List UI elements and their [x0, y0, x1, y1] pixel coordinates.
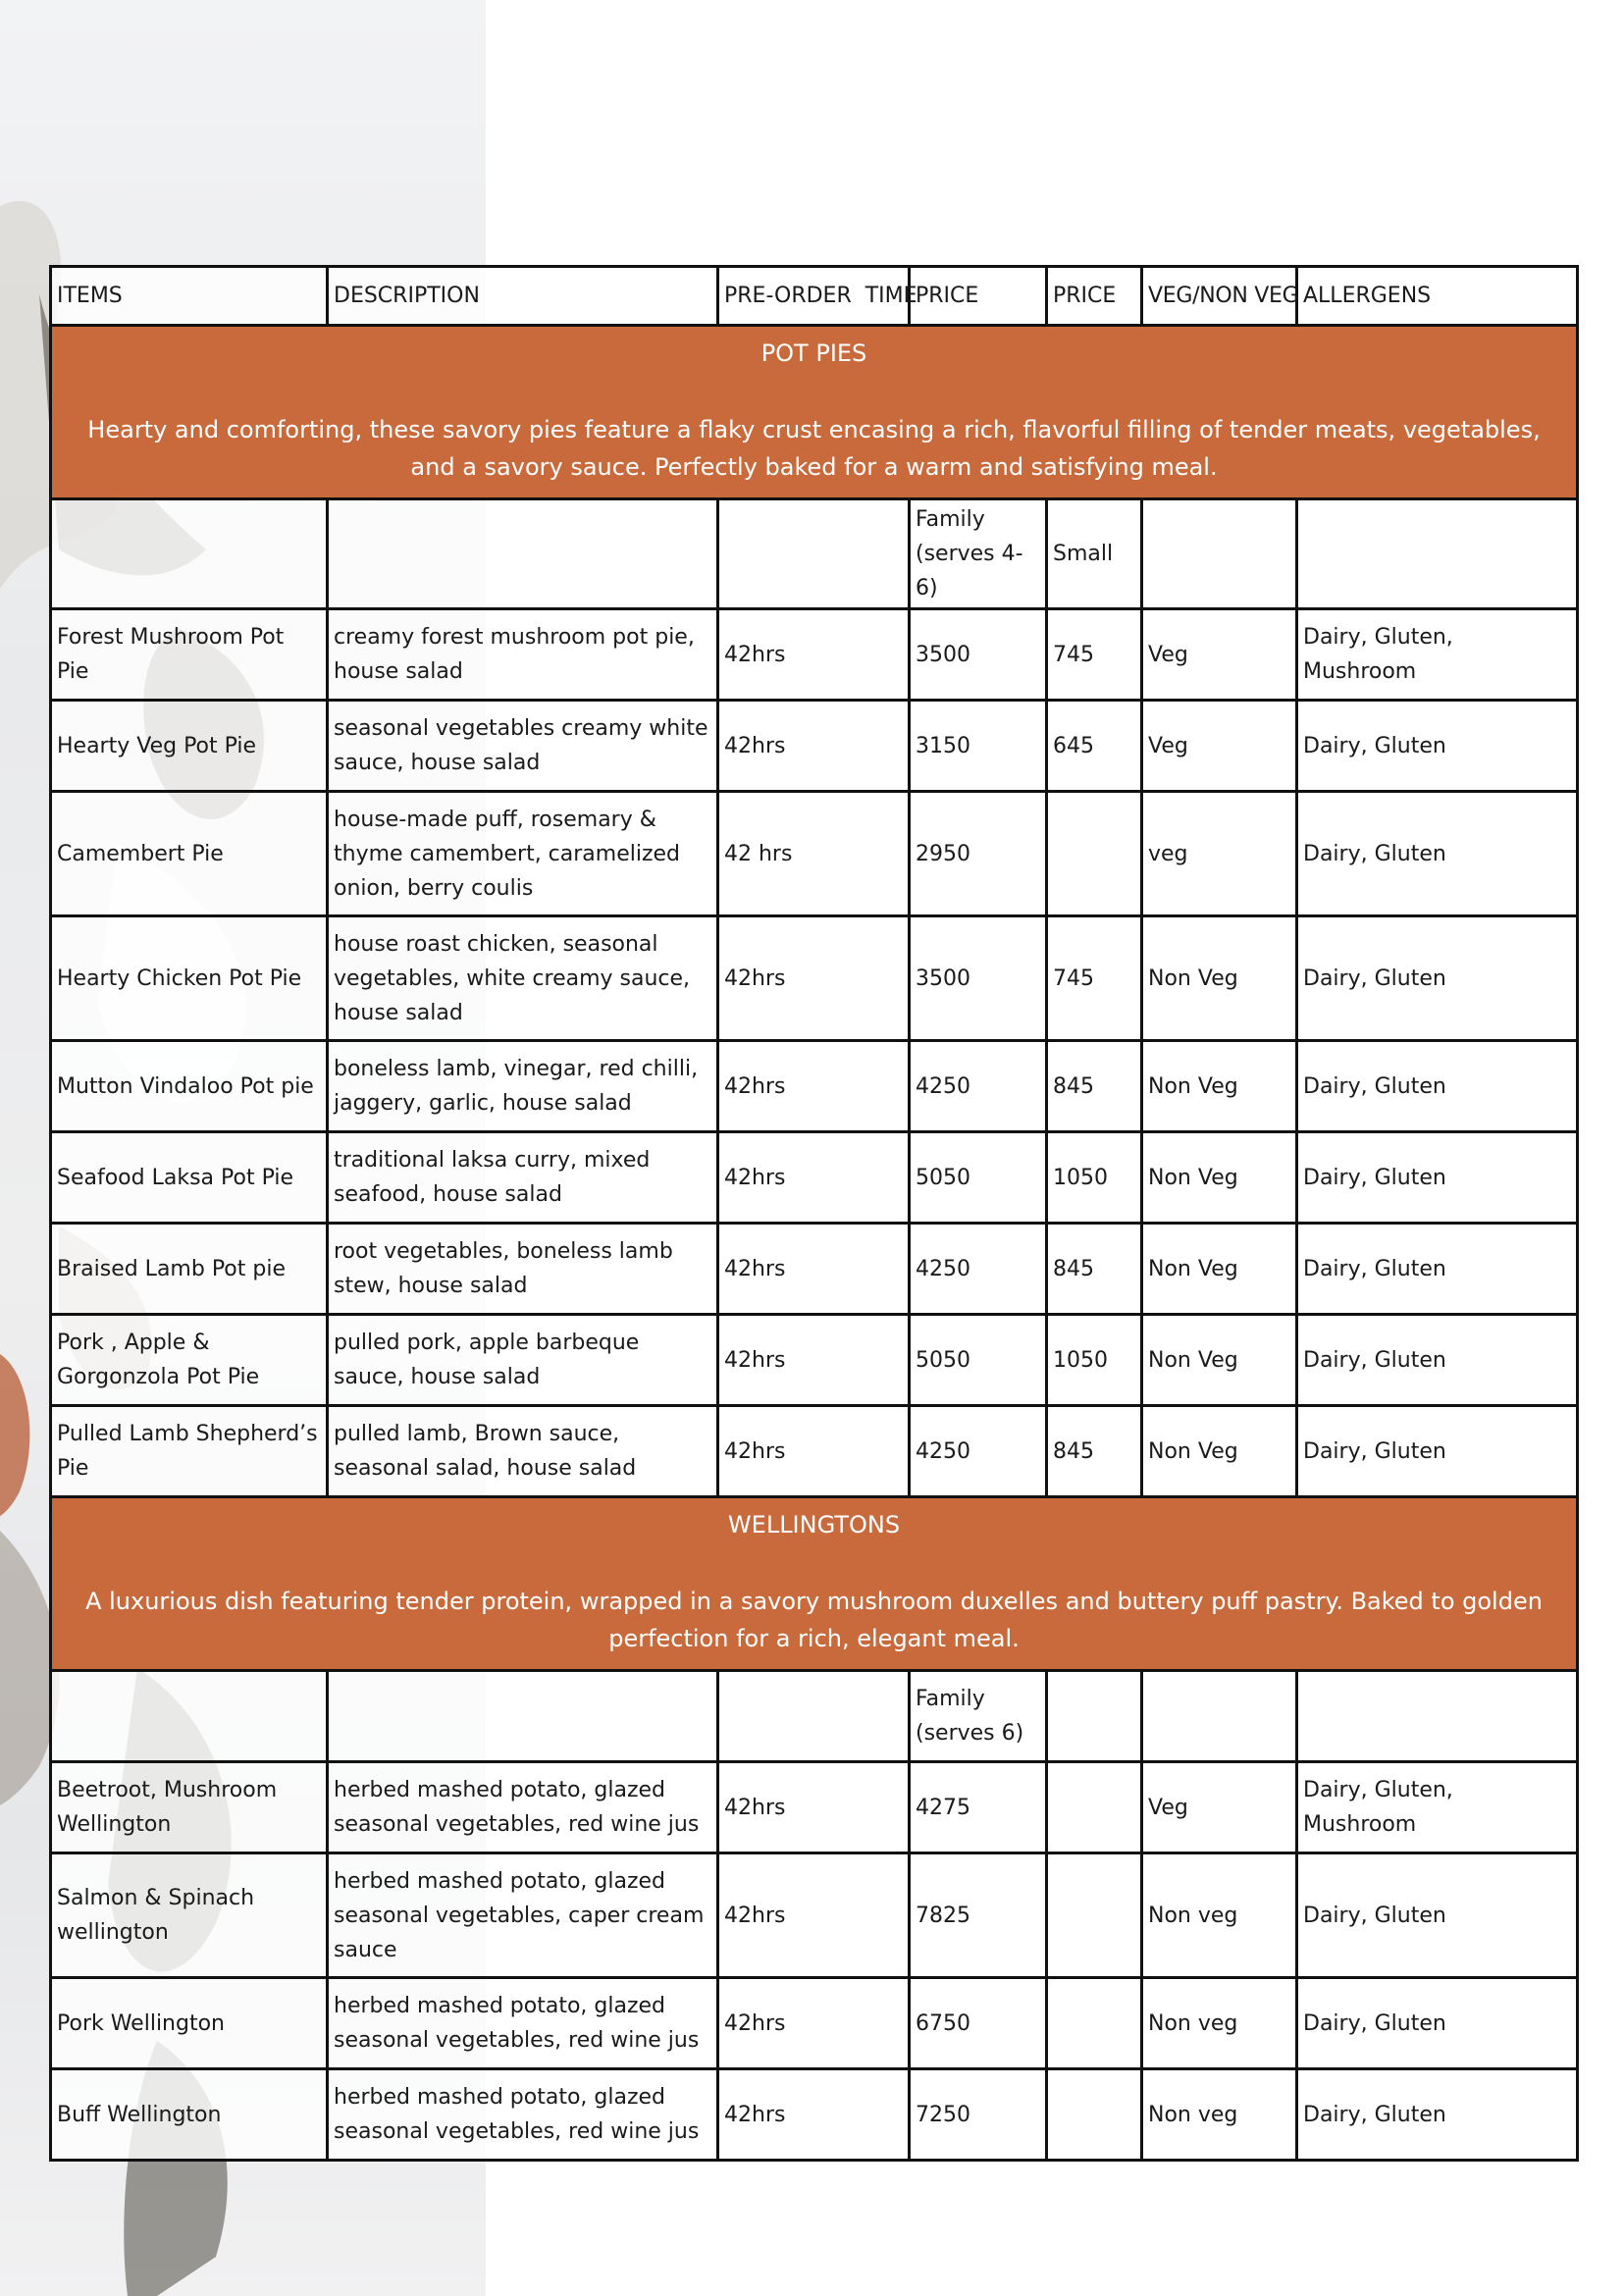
- item-price-small: 845: [1047, 1406, 1142, 1497]
- header-row: [51, 267, 1578, 326]
- item-preorder-time: 42 hrs: [718, 792, 910, 916]
- item-veg-status: Non Veg: [1142, 1132, 1297, 1224]
- item-allergens: Dairy, Gluten: [1297, 1132, 1578, 1224]
- item-veg-status: Non Veg: [1142, 1315, 1297, 1406]
- item-price-small: [1047, 1853, 1142, 1978]
- item-name: Forest Mushroom Pot Pie: [51, 609, 328, 701]
- item-price-family: 4250: [910, 1406, 1047, 1497]
- item-price-family: 4275: [910, 1762, 1047, 1853]
- menu-item-row: [51, 1762, 1578, 1853]
- item-name: Pork Wellington: [51, 1978, 328, 2069]
- item-name: Camembert Pie: [51, 792, 328, 916]
- item-description: herbed mashed potato, glazed seasonal vegetables, red wine jus: [328, 1762, 718, 1853]
- wellingtons-section-banner: [51, 1497, 1578, 1671]
- col-allergens-header: ALLERGENS: [1297, 267, 1578, 326]
- size-small-label: [1047, 1671, 1142, 1762]
- item-veg-status: Non Veg: [1142, 1406, 1297, 1497]
- menu-item-row: [51, 609, 1578, 701]
- col-items-header: ITEMS: [51, 267, 328, 326]
- item-preorder-time: 42hrs: [718, 1224, 910, 1315]
- menu-item-row: [51, 1406, 1578, 1497]
- menu-item-row: [51, 1853, 1578, 1978]
- pot-pies-section-banner: [51, 326, 1578, 499]
- item-allergens: Dairy, Gluten: [1297, 916, 1578, 1041]
- item-name: Beetroot, Mushroom Wellington: [51, 1762, 328, 1853]
- item-allergens: Dairy, Gluten: [1297, 1978, 1578, 2069]
- item-veg-status: Non veg: [1142, 2069, 1297, 2161]
- item-name: Buff Wellington: [51, 2069, 328, 2161]
- empty-cell: [1297, 1671, 1578, 1762]
- section-banner-cell: [51, 1497, 1578, 1671]
- item-veg-status: Non Veg: [1142, 1041, 1297, 1132]
- item-price-family: 3500: [910, 916, 1047, 1041]
- size-small-label: Small: [1047, 499, 1142, 609]
- item-price-small: 845: [1047, 1224, 1142, 1315]
- menu-item-row: [51, 1224, 1578, 1315]
- item-allergens: Dairy, Gluten: [1297, 1041, 1578, 1132]
- item-price-family: 4250: [910, 1041, 1047, 1132]
- empty-cell: [718, 1671, 910, 1762]
- col-price-small-header: PRICE: [1047, 267, 1142, 326]
- empty-cell: [1297, 499, 1578, 609]
- size-family-label: Family (serves 6): [910, 1671, 1047, 1762]
- item-allergens: Dairy, Gluten: [1297, 1406, 1578, 1497]
- size-subheader-row: [51, 499, 1578, 609]
- item-price-small: 745: [1047, 916, 1142, 1041]
- item-allergens: Dairy, Gluten: [1297, 1315, 1578, 1406]
- item-price-small: 645: [1047, 701, 1142, 792]
- item-description: creamy forest mushroom pot pie, house salad: [328, 609, 718, 701]
- item-allergens: Dairy, Gluten: [1297, 1224, 1578, 1315]
- item-description: seasonal vegetables creamy white sauce, house salad: [328, 701, 718, 792]
- menu-item-row: [51, 916, 1578, 1041]
- item-veg-status: Non Veg: [1142, 916, 1297, 1041]
- menu-item-row: [51, 792, 1578, 916]
- item-description: house-made puff, rosemary & thyme camembert, caramelized onion, berry coulis: [328, 792, 718, 916]
- item-description: house roast chicken, seasonal vegetables, white creamy sauce, house salad: [328, 916, 718, 1041]
- item-preorder-time: 42hrs: [718, 1406, 910, 1497]
- section-title: WELLINGTONS: [727, 1511, 901, 1539]
- item-veg-status: Veg: [1142, 609, 1297, 701]
- empty-cell: [1142, 1671, 1297, 1762]
- size-family-label: Family (serves 4-6): [910, 499, 1047, 609]
- item-price-family: 3500: [910, 609, 1047, 701]
- item-preorder-time: 42hrs: [718, 1041, 910, 1132]
- item-allergens: Dairy, Gluten: [1297, 2069, 1578, 2161]
- item-preorder-time: 42hrs: [718, 916, 910, 1041]
- section-description: A luxurious dish featuring tender protein, wrapped in a savory mushroom duxelles and buttery puff pastry. Baked to golden perfection for a rich, elegant meal.: [85, 1588, 1543, 1652]
- item-price-family: 5050: [910, 1315, 1047, 1406]
- item-veg-status: Non Veg: [1142, 1224, 1297, 1315]
- item-price-family: 6750: [910, 1978, 1047, 2069]
- empty-cell: [1142, 499, 1297, 609]
- item-price-small: [1047, 1762, 1142, 1853]
- item-preorder-time: 42hrs: [718, 1132, 910, 1224]
- empty-cell: [51, 1671, 328, 1762]
- section-description: Hearty and comforting, these savory pies feature a flaky crust encasing a rich, flavorful filling of tender meats, vegetables, and a savory sauce. Perfectly baked for a warm and satisfying meal.: [87, 416, 1541, 481]
- item-description: herbed mashed potato, glazed seasonal vegetables, red wine jus: [328, 2069, 718, 2161]
- empty-cell: [51, 499, 328, 609]
- item-preorder-time: 42hrs: [718, 1762, 910, 1853]
- item-price-family: 5050: [910, 1132, 1047, 1224]
- empty-cell: [328, 499, 718, 609]
- item-allergens: Dairy, Gluten, Mushroom: [1297, 1762, 1578, 1853]
- col-veg-header: VEG/NON VEG: [1142, 267, 1297, 326]
- item-name: Mutton Vindaloo Pot pie: [51, 1041, 328, 1132]
- item-price-family: 3150: [910, 701, 1047, 792]
- item-name: Salmon & Spinach wellington: [51, 1853, 328, 1978]
- item-veg-status: Non veg: [1142, 1853, 1297, 1978]
- item-veg-status: veg: [1142, 792, 1297, 916]
- item-name: Pork , Apple & Gorgonzola Pot Pie: [51, 1315, 328, 1406]
- item-allergens: Dairy, Gluten, Mushroom: [1297, 609, 1578, 701]
- menu-item-row: [51, 701, 1578, 792]
- item-preorder-time: 42hrs: [718, 1978, 910, 2069]
- item-price-family: 7250: [910, 2069, 1047, 2161]
- col-price-family-header: PRICE: [910, 267, 1047, 326]
- menu-item-row: [51, 2069, 1578, 2161]
- item-description: herbed mashed potato, glazed seasonal vegetables, caper cream sauce: [328, 1853, 718, 1978]
- item-name: Hearty Veg Pot Pie: [51, 701, 328, 792]
- item-description: pulled pork, apple barbeque sauce, house salad: [328, 1315, 718, 1406]
- item-allergens: Dairy, Gluten: [1297, 1853, 1578, 1978]
- item-price-small: [1047, 1978, 1142, 2069]
- item-price-small: 1050: [1047, 1132, 1142, 1224]
- col-description-header: DESCRIPTION: [328, 267, 718, 326]
- item-preorder-time: 42hrs: [718, 609, 910, 701]
- item-name: Braised Lamb Pot pie: [51, 1224, 328, 1315]
- item-price-family: 4250: [910, 1224, 1047, 1315]
- menu-item-row: [51, 1132, 1578, 1224]
- item-veg-status: Non veg: [1142, 1978, 1297, 2069]
- item-price-small: 845: [1047, 1041, 1142, 1132]
- item-description: root vegetables, boneless lamb stew, house salad: [328, 1224, 718, 1315]
- item-name: Pulled Lamb Shepherd’s Pie: [51, 1406, 328, 1497]
- item-description: boneless lamb, vinegar, red chilli, jaggery, garlic, house salad: [328, 1041, 718, 1132]
- size-subheader-row: [51, 1671, 1578, 1762]
- item-price-small: [1047, 792, 1142, 916]
- empty-cell: [718, 499, 910, 609]
- item-name: Hearty Chicken Pot Pie: [51, 916, 328, 1041]
- section-banner-cell: [51, 326, 1578, 499]
- item-price-small: [1047, 2069, 1142, 2161]
- item-veg-status: Veg: [1142, 1762, 1297, 1853]
- item-preorder-time: 42hrs: [718, 1853, 910, 1978]
- menu-item-row: [51, 1041, 1578, 1132]
- item-allergens: Dairy, Gluten: [1297, 701, 1578, 792]
- item-description: traditional laksa curry, mixed seafood, house salad: [328, 1132, 718, 1224]
- item-preorder-time: 42hrs: [718, 2069, 910, 2161]
- menu-item-row: [51, 1978, 1578, 2069]
- col-preorder-header: PRE-ORDER TIME: [718, 267, 910, 326]
- menu-item-row: [51, 1315, 1578, 1406]
- item-allergens: Dairy, Gluten: [1297, 792, 1578, 916]
- item-preorder-time: 42hrs: [718, 701, 910, 792]
- item-name: Seafood Laksa Pot Pie: [51, 1132, 328, 1224]
- item-veg-status: Veg: [1142, 701, 1297, 792]
- menu-table: [49, 265, 1579, 2162]
- empty-cell: [328, 1671, 718, 1762]
- item-price-family: 7825: [910, 1853, 1047, 1978]
- item-description: pulled lamb, Brown sauce, seasonal salad, house salad: [328, 1406, 718, 1497]
- item-price-small: 745: [1047, 609, 1142, 701]
- item-description: herbed mashed potato, glazed seasonal vegetables, red wine jus: [328, 1978, 718, 2069]
- section-title: POT PIES: [760, 339, 867, 367]
- item-preorder-time: 42hrs: [718, 1315, 910, 1406]
- item-price-small: 1050: [1047, 1315, 1142, 1406]
- item-price-family: 2950: [910, 792, 1047, 916]
